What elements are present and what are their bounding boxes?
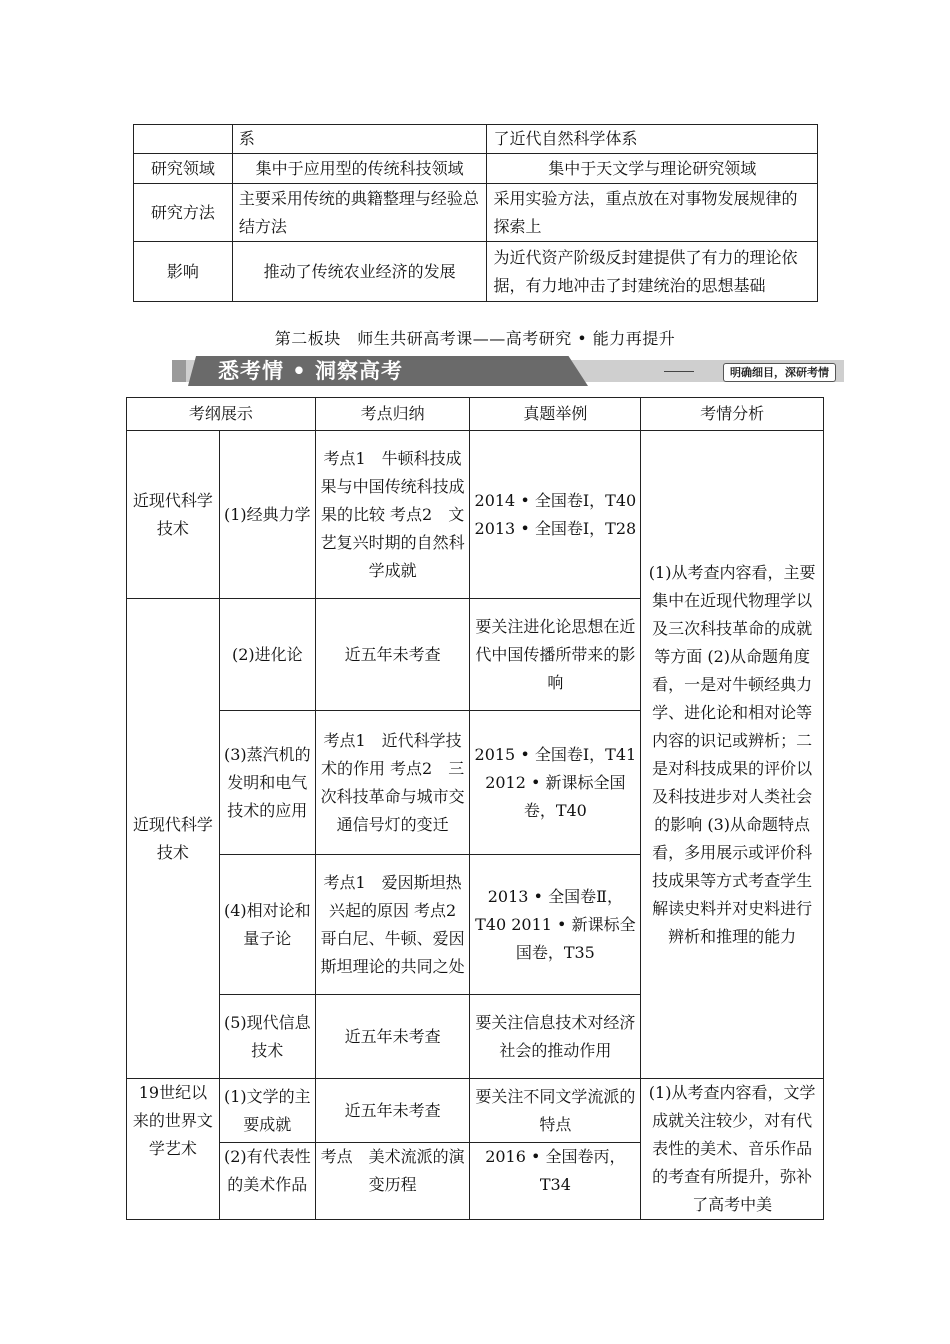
china-cell: 集中于应用型的传统科技领域 bbox=[232, 154, 487, 184]
outline-sub: (3)蒸汽机的发明和电气技术的应用 bbox=[219, 711, 315, 855]
exam-points: 近五年未考查 bbox=[315, 1079, 470, 1143]
west-cell: 了近代自然科学体系 bbox=[487, 125, 818, 154]
exam-points: 考点 美术流派的演变历程 bbox=[315, 1143, 470, 1220]
table-row bbox=[127, 431, 824, 599]
exam-examples: 2015 • 全国卷Ⅰ，T41 2012 • 新课标全国卷，T40 bbox=[470, 711, 641, 855]
col-header: 考纲展示 bbox=[127, 398, 316, 431]
exam-analysis: (1)从考查内容看，主要集中在近现代物理学以及三次科技革命的成就等方面 (2)从命题角度看，一是对牛顿经典力学、进化论和相对论等内容的识记或辨析；二是对科技成果的评价以及科技进步对人类社会的影响 (3)从命题特点看，多用展示或评价科技成果等方式考查学生解读史料并对史料进行辨析和推理的能力 bbox=[641, 431, 824, 1079]
outline-area: 19世纪以来的世界文学艺术 bbox=[127, 1079, 220, 1220]
banner-title: 悉考情 • 洞察高考 bbox=[218, 359, 404, 383]
exam-points: 考点1 近代科学技术的作用 考点2 三次科技革命与城市交通信号灯的变迁 bbox=[315, 711, 470, 855]
comparison-table bbox=[133, 124, 818, 302]
exam-examples: 2013 • 全国卷Ⅱ，T40 2011 • 新课标全国卷，T35 bbox=[470, 855, 641, 995]
outline-sub: (2)进化论 bbox=[219, 599, 315, 711]
table-row bbox=[127, 1079, 824, 1143]
outline-sub: (1)经典力学 bbox=[219, 431, 315, 599]
west-cell: 采用实验方法，重点放在对事物发展规律的探索上 bbox=[487, 184, 818, 242]
exam-examples: 2016 • 全国卷丙，T34 bbox=[470, 1143, 641, 1220]
exam-examples: 要关注信息技术对经济社会的推动作用 bbox=[470, 995, 641, 1079]
china-cell: 主要采用传统的典籍整理与经验总结方法 bbox=[232, 184, 487, 242]
table-row bbox=[134, 154, 818, 184]
china-cell: 系 bbox=[232, 125, 487, 154]
exam-examples: 要关注进化论思想在近代中国传播所带来的影响 bbox=[470, 599, 641, 711]
col-header: 考情分析 bbox=[641, 398, 824, 431]
west-cell: 集中于天文学与理论研究领域 bbox=[487, 154, 818, 184]
col-header: 考点归纳 bbox=[315, 398, 470, 431]
outline-sub: (4)相对论和量子论 bbox=[219, 855, 315, 995]
exam-examples: 要关注不同文学流派的特点 bbox=[470, 1079, 641, 1143]
outline-area: 近现代科学技术 bbox=[127, 599, 220, 1079]
exam-analysis: (1)从考查内容看，文学成就关注较少，对有代表性的美术、音乐作品的考查有所提升，弥补了高考中美 bbox=[641, 1079, 824, 1220]
banner-divider bbox=[664, 371, 694, 372]
west-cell: 为近代资产阶级反封建提供了有力的理论依据，有力地冲击了封建统治的思想基础 bbox=[487, 242, 818, 302]
outline-sub: (5)现代信息技术 bbox=[219, 995, 315, 1079]
table-row bbox=[134, 242, 818, 302]
row-label bbox=[134, 125, 233, 154]
banner-tag: 明确细目，深研考情 bbox=[723, 363, 836, 382]
row-label: 影响 bbox=[134, 242, 233, 302]
exam-points: 考点1 爱因斯坦热兴起的原因 考点2 哥白尼、牛顿、爱因斯坦理论的共同之处 bbox=[315, 855, 470, 995]
exam-points: 考点1 牛顿科技成果与中国传统科技成果的比较 考点2 文艺复兴时期的自然科学成就 bbox=[315, 431, 470, 599]
section-title: 第二板块 师生共研高考课——高考研究 • 能力再提升 bbox=[274, 329, 676, 348]
outline-area: 近现代科学技术 bbox=[127, 431, 220, 599]
outline-sub: (2)有代表性的美术作品 bbox=[219, 1143, 315, 1220]
exam-examples: 2014 • 全国卷Ⅰ，T40 2013 • 全国卷Ⅰ，T28 bbox=[470, 431, 641, 599]
table-row bbox=[134, 125, 818, 154]
outline-sub: (1)文学的主要成就 bbox=[219, 1079, 315, 1143]
exam-table bbox=[126, 397, 824, 1220]
section-banner bbox=[172, 356, 844, 386]
row-label: 研究领域 bbox=[134, 154, 233, 184]
exam-points: 近五年未考查 bbox=[315, 995, 470, 1079]
exam-points: 近五年未考查 bbox=[315, 599, 470, 711]
col-header: 真题举例 bbox=[470, 398, 641, 431]
table-header-row bbox=[127, 398, 824, 431]
table-row bbox=[134, 184, 818, 242]
banner-bar-end bbox=[172, 360, 186, 382]
china-cell: 推动了传统农业经济的发展 bbox=[232, 242, 487, 302]
row-label: 研究方法 bbox=[134, 184, 233, 242]
